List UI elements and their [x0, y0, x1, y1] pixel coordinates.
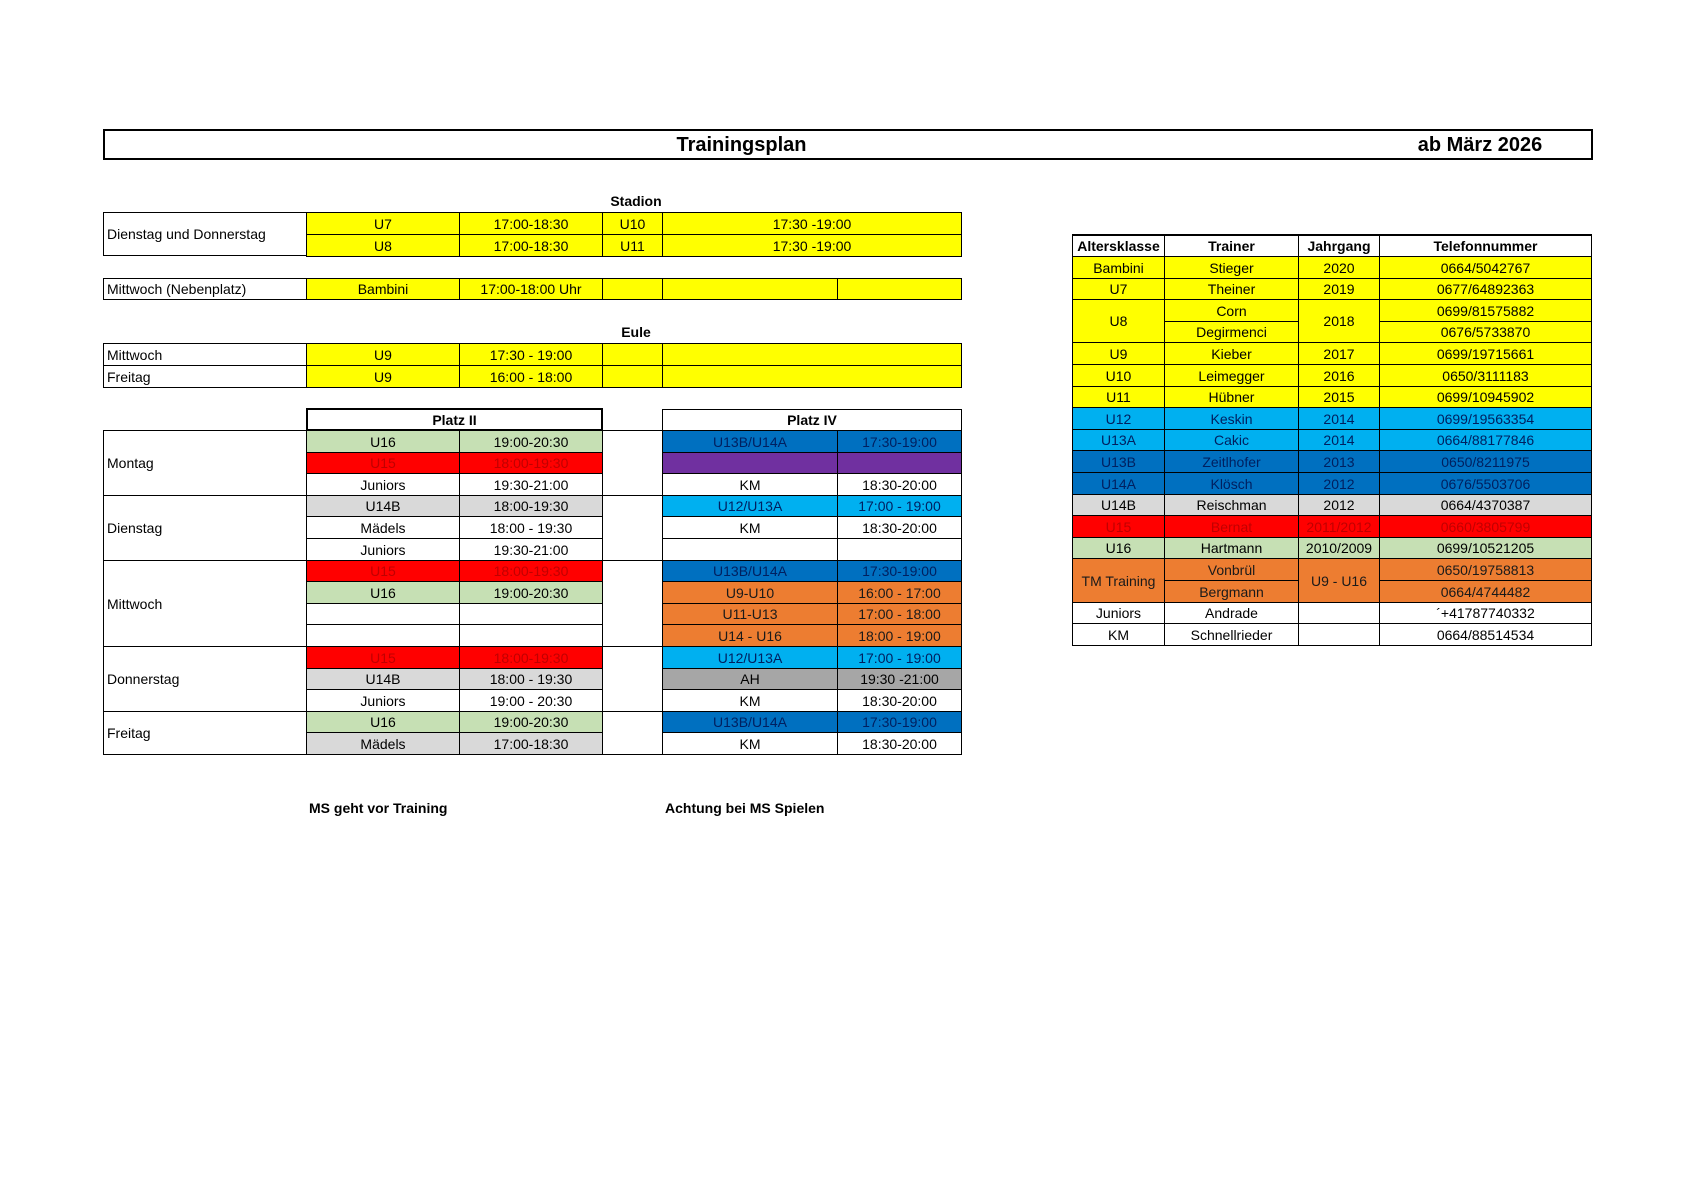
contact-altersklasse: U14B	[1072, 494, 1165, 516]
contact-telefon: ´+41787740332	[1379, 602, 1592, 624]
platz2-team: Juniors	[306, 538, 460, 561]
spacer-cell	[602, 430, 663, 496]
contact-altersklasse: KM	[1072, 623, 1165, 646]
platz2-time	[459, 603, 603, 625]
platz2-time: 19:30-21:00	[459, 538, 603, 561]
platz2-team: Juniors	[306, 473, 460, 496]
platz4-time: 19:30 -21:00	[837, 668, 962, 690]
platz4-team: U11-U13	[662, 603, 838, 625]
contact-telefon: 0664/4744482	[1379, 580, 1592, 603]
platz2-time: 19:30-21:00	[459, 473, 603, 496]
platz2-time: 19:00-20:30	[459, 581, 603, 604]
platz2-team: U16	[306, 711, 460, 733]
contact-telefon: 0699/81575882	[1379, 299, 1592, 322]
platz2-time: 18:00-19:30	[459, 646, 603, 669]
contact-altersklasse: U14A	[1072, 472, 1165, 495]
platz4-header: Platz IV	[662, 409, 962, 431]
platz4-time: 17:30-19:00	[837, 430, 962, 453]
telefon-header: Telefonnummer	[1379, 234, 1592, 257]
stadion-time: 17:00-18:30	[459, 212, 603, 235]
contact-altersklasse: TM Training	[1072, 558, 1165, 603]
contact-trainer: Cakic	[1164, 429, 1299, 451]
platz4-time	[837, 452, 962, 474]
platz4-team: AH	[662, 668, 838, 690]
nebenplatz-day-label: Mittwoch (Nebenplatz)	[103, 278, 307, 300]
platz2-team: U14B	[306, 668, 460, 690]
platz4-team: U14 - U16	[662, 624, 838, 647]
contact-trainer: Vonbrül	[1164, 558, 1299, 581]
contact-jahrgang: U9 - U16	[1298, 558, 1380, 603]
contact-telefon: 0699/19563354	[1379, 407, 1592, 430]
contact-jahrgang: 2018	[1298, 299, 1380, 343]
contact-jahrgang: 2011/2012	[1298, 515, 1380, 538]
contact-altersklasse: U10	[1072, 364, 1165, 387]
platz2-team	[306, 603, 460, 625]
contact-trainer: Leimegger	[1164, 364, 1299, 387]
platz2-time: 18:00-19:30	[459, 452, 603, 474]
day-label: Mittwoch	[103, 560, 307, 647]
contact-altersklasse: U12	[1072, 407, 1165, 430]
contact-jahrgang: 2012	[1298, 494, 1380, 516]
platz4-team: KM	[662, 732, 838, 755]
contact-altersklasse: Bambini	[1072, 256, 1165, 279]
contact-trainer: Schnellrieder	[1164, 623, 1299, 646]
platz2-time: 18:00 - 19:30	[459, 516, 603, 539]
platz4-team	[662, 538, 838, 561]
contact-altersklasse: U9	[1072, 342, 1165, 365]
contact-jahrgang: 2014	[1298, 429, 1380, 451]
nebenplatz-empty-cell	[837, 278, 962, 300]
platz4-team: KM	[662, 516, 838, 539]
stadion-heading: Stadion	[610, 193, 662, 209]
contact-altersklasse: U7	[1072, 278, 1165, 300]
platz2-time: 19:00 - 20:30	[459, 689, 603, 712]
stadion-team: U7	[306, 212, 460, 235]
contact-jahrgang: 2014	[1298, 407, 1380, 430]
platz2-header: Platz II	[306, 408, 603, 431]
platz4-time: 17:00 - 19:00	[837, 495, 962, 517]
spacer-cell	[602, 560, 663, 647]
eule-day-label: Freitag	[103, 365, 307, 388]
contact-trainer: Bernat	[1164, 515, 1299, 538]
eule-empty-cell	[662, 365, 962, 388]
contact-telefon: 0650/8211975	[1379, 450, 1592, 473]
platz4-time: 18:30-20:00	[837, 516, 962, 539]
eule-empty-cell	[662, 343, 962, 366]
note-ms-training: MS geht vor Training	[309, 800, 448, 816]
stadion-time: 17:30 -19:00	[662, 212, 962, 235]
contact-altersklasse: U11	[1072, 386, 1165, 408]
contact-altersklasse: U13B	[1072, 450, 1165, 473]
day-label: Montag	[103, 430, 307, 496]
platz2-time: 19:00-20:30	[459, 711, 603, 733]
platz4-team: U12/U13A	[662, 495, 838, 517]
contact-trainer: Hübner	[1164, 386, 1299, 408]
platz4-time: 17:30-19:00	[837, 711, 962, 733]
contact-jahrgang: 2016	[1298, 364, 1380, 387]
platz4-time: 16:00 - 17:00	[837, 581, 962, 604]
platz4-time: 17:00 - 18:00	[837, 603, 962, 625]
stadion-time: 17:30 -19:00	[662, 234, 962, 257]
spacer-cell	[602, 646, 663, 712]
stadion-team: U11	[602, 234, 663, 257]
contact-altersklasse: Juniors	[1072, 602, 1165, 624]
stadion-day-label: Dienstag und Donnerstag	[103, 212, 307, 256]
contact-jahrgang: 2019	[1298, 278, 1380, 300]
contact-telefon: 0699/10945902	[1379, 386, 1592, 408]
platz2-team: U15	[306, 560, 460, 582]
contact-telefon: 0676/5503706	[1379, 472, 1592, 495]
contact-telefon: 0699/19715661	[1379, 342, 1592, 365]
stadion-team: U8	[306, 234, 460, 257]
day-label: Freitag	[103, 711, 307, 755]
day-label: Dienstag	[103, 495, 307, 561]
platz4-team: U13B/U14A	[662, 560, 838, 582]
platz4-team: U12/U13A	[662, 646, 838, 669]
contact-trainer: Theiner	[1164, 278, 1299, 300]
platz2-team: U14B	[306, 495, 460, 517]
contact-telefon: 0677/64892363	[1379, 278, 1592, 300]
contact-trainer: Andrade	[1164, 602, 1299, 624]
eule-team: U9	[306, 365, 460, 388]
eule-time: 16:00 - 18:00	[459, 365, 603, 388]
spacer-cell	[602, 495, 663, 561]
contact-telefon: 0664/88514534	[1379, 623, 1592, 646]
page-subtitle: ab März 2026	[1417, 133, 1543, 156]
platz4-team: KM	[662, 689, 838, 712]
eule-team: U9	[306, 343, 460, 366]
contact-telefon: 0699/10521205	[1379, 537, 1592, 559]
contact-telefon: 0664/5042767	[1379, 256, 1592, 279]
nebenplatz-empty-cell	[602, 278, 663, 300]
platz2-time: 17:00-18:30	[459, 732, 603, 755]
contact-jahrgang: 2013	[1298, 450, 1380, 473]
jahrgang-header: Jahrgang	[1298, 234, 1380, 257]
platz2-team: Mädels	[306, 516, 460, 539]
day-label: Donnerstag	[103, 646, 307, 712]
contact-trainer: Kieber	[1164, 342, 1299, 365]
contact-trainer: Degirmenci	[1164, 321, 1299, 343]
eule-time: 17:30 - 19:00	[459, 343, 603, 366]
stadion-time: 17:00-18:30	[459, 234, 603, 257]
platz2-time: 18:00 - 19:30	[459, 668, 603, 690]
platz2-team: U16	[306, 581, 460, 604]
platz4-time: 18:30-20:00	[837, 732, 962, 755]
stadion-team: U10	[602, 212, 663, 235]
contact-jahrgang	[1298, 623, 1380, 646]
platz2-time	[459, 624, 603, 647]
nebenplatz-time: 17:00-18:00 Uhr	[459, 278, 603, 300]
platz4-time: 18:30-20:00	[837, 689, 962, 712]
contact-jahrgang: 2010/2009	[1298, 537, 1380, 559]
contact-altersklasse: U15	[1072, 515, 1165, 538]
contact-trainer: Keskin	[1164, 407, 1299, 430]
platz2-time: 19:00-20:30	[459, 430, 603, 453]
platz2-time: 18:00-19:30	[459, 560, 603, 582]
contact-jahrgang: 2012	[1298, 472, 1380, 495]
eule-empty-cell	[602, 343, 663, 366]
nebenplatz-team: Bambini	[306, 278, 460, 300]
contact-jahrgang: 2017	[1298, 342, 1380, 365]
contact-telefon: 0660/3805799	[1379, 515, 1592, 538]
platz4-time	[837, 538, 962, 561]
eule-day-label: Mittwoch	[103, 343, 307, 366]
eule-empty-cell	[602, 365, 663, 388]
platz4-team	[662, 452, 838, 474]
platz2-team: U15	[306, 646, 460, 669]
contact-trainer: Corn	[1164, 299, 1299, 322]
nebenplatz-empty-cell	[662, 278, 838, 300]
platz4-time: 17:30-19:00	[837, 560, 962, 582]
contact-telefon: 0664/4370387	[1379, 494, 1592, 516]
platz2-team	[306, 624, 460, 647]
eule-heading: Eule	[621, 324, 651, 340]
platz2-team: U15	[306, 452, 460, 474]
platz4-time: 18:00 - 19:00	[837, 624, 962, 647]
spacer-cell	[602, 711, 663, 755]
contact-telefon: 0650/19758813	[1379, 558, 1592, 581]
contact-altersklasse: U16	[1072, 537, 1165, 559]
altersklasse-header: Altersklasse	[1072, 234, 1165, 257]
contact-jahrgang: 2020	[1298, 256, 1380, 279]
contact-telefon: 0676/5733870	[1379, 321, 1592, 343]
contact-trainer: Reischman	[1164, 494, 1299, 516]
platz2-team: Juniors	[306, 689, 460, 712]
contact-trainer: Zeitlhofer	[1164, 450, 1299, 473]
contact-altersklasse: U8	[1072, 299, 1165, 343]
platz4-time: 17:00 - 19:00	[837, 646, 962, 669]
platz4-team: U13B/U14A	[662, 711, 838, 733]
platz4-team: KM	[662, 473, 838, 496]
platz2-team: U16	[306, 430, 460, 453]
platz4-team: U9-U10	[662, 581, 838, 604]
contact-jahrgang	[1298, 602, 1380, 624]
note-ms-spiele: Achtung bei MS Spielen	[665, 800, 825, 816]
platz4-time: 18:30-20:00	[837, 473, 962, 496]
trainer-header: Trainer	[1164, 234, 1299, 257]
page-title: Trainingsplan	[676, 133, 807, 156]
platz2-team: Mädels	[306, 732, 460, 755]
contact-trainer: Hartmann	[1164, 537, 1299, 559]
platz4-team: U13B/U14A	[662, 430, 838, 453]
contact-telefon: 0664/88177846	[1379, 429, 1592, 451]
platz2-time: 18:00-19:30	[459, 495, 603, 517]
contact-trainer: Stieger	[1164, 256, 1299, 279]
contact-trainer: Bergmann	[1164, 580, 1299, 603]
contact-jahrgang: 2015	[1298, 386, 1380, 408]
contact-altersklasse: U13A	[1072, 429, 1165, 451]
contact-trainer: Klösch	[1164, 472, 1299, 495]
contact-telefon: 0650/3111183	[1379, 364, 1592, 387]
